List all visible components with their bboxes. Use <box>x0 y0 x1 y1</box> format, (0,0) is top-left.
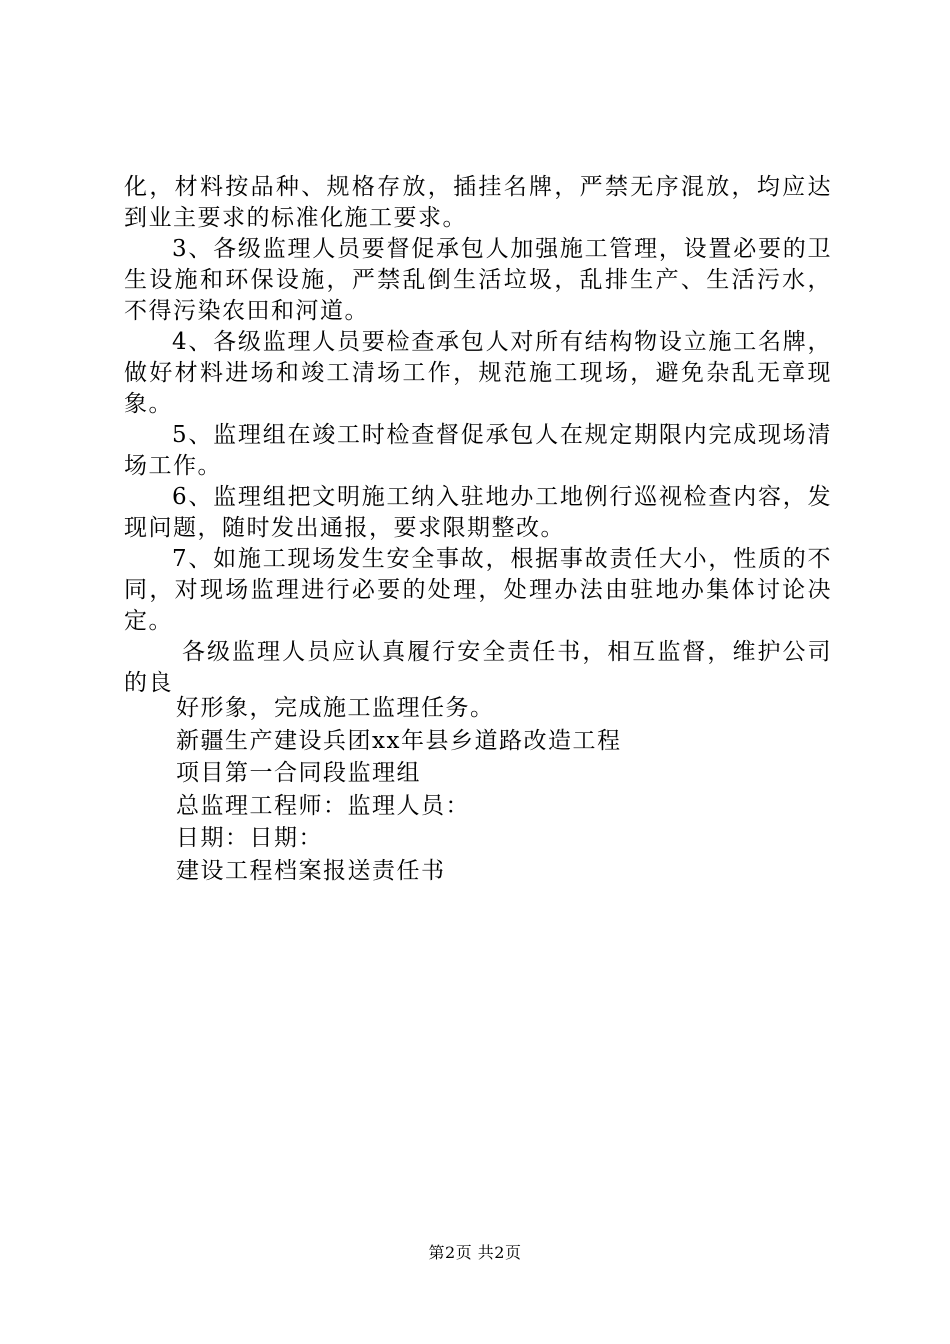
next-document-title: 建设工程档案报送责任书 <box>176 857 446 884</box>
paragraph-item-4: 4、各级监理人员要检查承包人对所有结构物设立施工名牌，做好材料进场和竣工清场工作，规范施工现场，避免杂乱无章现象。 <box>124 329 832 417</box>
closing-block <box>176 692 621 887</box>
document-body <box>124 172 832 699</box>
supervision-group: 项目第一合同段监理组 <box>176 760 421 786</box>
date-line: 日期：日期： <box>176 825 323 851</box>
paragraph-item-7: 7、如施工现场发生安全事故，根据事故责任大小，性质的不同，对现场监理进行必要的处理，处理办法由驻地办集体讨论决定。 <box>124 546 832 634</box>
paragraph-summary: 各级监理人员应认真履行安全责任书，相互监督，维护公司的良 <box>124 639 832 696</box>
page-footer: 第2页 共2页 <box>428 1243 522 1262</box>
signature-line: 总监理工程师：监理人员： <box>176 792 470 819</box>
paragraph-item-5: 5、监理组在竣工时检查督促承包人在规定期限内完成现场清场工作。 <box>124 422 832 479</box>
paragraph-item-3: 3、各级监理人员要督促承包人加强施工管理，设置必要的卫生设施和环保设施，严禁乱倒生活垃圾，乱排生产、生活污水，不得污染农田和河道。 <box>124 236 832 324</box>
closing-line: 好形象，完成施工监理任务。 <box>176 695 495 721</box>
paragraph-continuation: 化，材料按品种、规格存放，插挂名牌，严禁无序混放，均应达到业主要求的标准化施工要求。 <box>124 174 832 231</box>
project-name: 新疆生产建设兵团xx年县乡道路改造工程 <box>176 727 622 754</box>
paragraph-item-6: 6、监理组把文明施工纳入驻地办工地例行巡视检查内容，发现问题，随时发出通报，要求限期整改。 <box>124 484 832 541</box>
